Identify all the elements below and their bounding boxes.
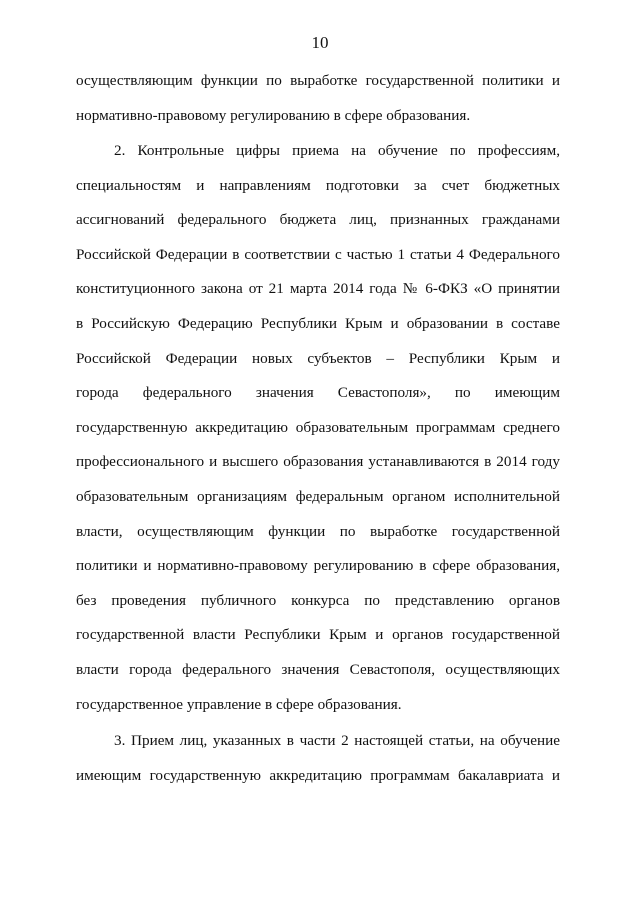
paragraph-2-line-17: государственное управление в сфере образования. (76, 695, 402, 713)
paragraph-2-line-4: Российской Федерации в соответствии с частью 1 статьи 4 Федерального (76, 245, 560, 263)
paragraph-2-line-3: ассигнований федерального бюджета лиц, признанных гражданами (76, 211, 560, 229)
paragraph-2-line-1: 2. Контрольные цифры приема на обучение по профессиям, (114, 142, 560, 159)
paragraph-2-line-12: власти, осуществляющим функции по выработке государственной (76, 522, 560, 540)
paragraph-1-line-2: нормативно-правовому регулированию в сфере образования. (76, 106, 471, 124)
paragraph-continuation (76, 64, 560, 133)
paragraph-2-line-11: образовательным организациям федеральным органом исполнительной (76, 487, 560, 505)
paragraph-2-line-2: специальностям и направлениям подготовки за счет бюджетных (76, 176, 560, 194)
paragraph-1-line-1: осуществляющим функции по выработке государственной политики и (76, 72, 560, 89)
paragraph-2-line-13: политики и нормативно-правовому регулированию в сфере образования, (76, 557, 560, 575)
paragraph-2 (76, 134, 560, 722)
paragraph-3 (76, 724, 560, 793)
paragraph-2-line-5: конституционного закона от 21 марта 2014 года № 6-ФКЗ «О принятии (76, 280, 560, 298)
paragraph-2-line-6: в Российскую Федерацию Республики Крым и образовании в составе (76, 314, 560, 332)
paragraph-2-line-15: государственной власти Республики Крым и органов государственной (76, 626, 560, 644)
paragraph-2-line-14: без проведения публичного конкурса по представлению органов (76, 591, 560, 609)
paragraph-2-line-8: города федерального значения Севастополя», по имеющим (76, 384, 560, 402)
paragraph-2-line-10: профессионального и высшего образования устанавливаются в 2014 году (76, 453, 560, 471)
paragraph-2-line-16: власти города федерального значения Севастополя, осуществляющих (76, 660, 560, 678)
paragraph-3-line-1: 3. Прием лиц, указанных в части 2 настоящей статьи, на обучение (114, 732, 560, 749)
page-number: 10 (311, 33, 329, 52)
paragraph-2-line-7: Российской Федерации новых субъектов – Республики Крым и (76, 349, 560, 367)
paragraph-2-line-9: государственную аккредитацию образовательным программам среднего (76, 418, 560, 436)
paragraph-3-line-2: имеющим государственную аккредитацию программам бакалавриата и (76, 766, 560, 784)
